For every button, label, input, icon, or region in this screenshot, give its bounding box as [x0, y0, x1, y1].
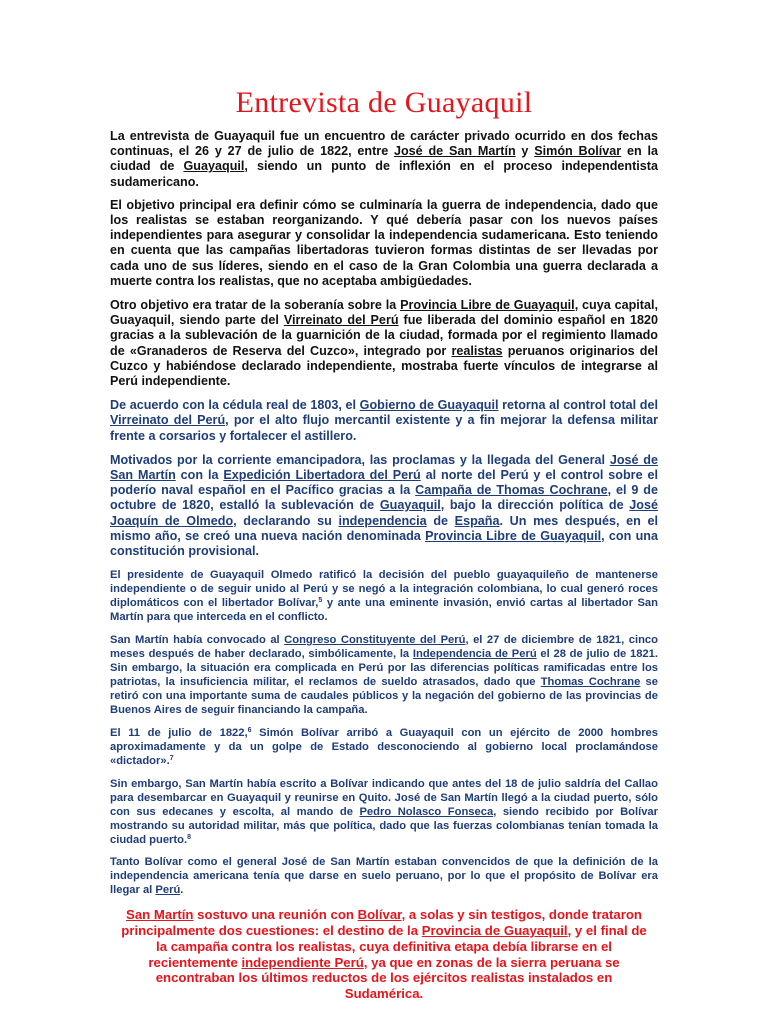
paragraph-text: , declarando su: [233, 513, 339, 528]
inline-link[interactable]: Thomas Cochrane: [540, 676, 641, 689]
paragraph-text: San Martín había convocado al: [110, 634, 285, 647]
footnote-ref[interactable]: 8: [187, 834, 191, 842]
inline-link[interactable]: Guayaquil: [379, 498, 441, 513]
inline-link[interactable]: Provincia de Guayaquil: [421, 923, 568, 939]
inline-link[interactable]: Campaña de Thomas Cochrane: [415, 483, 608, 498]
paragraph-text: , siendo recibido por Bolívar mostrando su autoridad militar, más que política, dado que las fuerzas colombianas tenían tomada la ciudad puerto.: [110, 806, 658, 847]
inline-link[interactable]: Expedición Libertadora del Perú: [223, 468, 421, 483]
paragraph-text: y ante una eminente invasión, envió cartas al libertador San Martín para que interceda en el conflicto.: [110, 597, 658, 624]
paragraph: [110, 726, 658, 768]
inline-link[interactable]: Gobierno de Guayaquil: [359, 398, 499, 413]
inline-link[interactable]: José Joaquín de Olmedo: [110, 498, 658, 528]
inline-link[interactable]: Provincia Libre de Guayaquil: [425, 528, 602, 543]
inline-link[interactable]: José de San Martín: [110, 452, 659, 483]
paragraph-text: .: [180, 884, 184, 897]
paragraph-text: peruanos originarios del Cuzco y habiéndose declarado independiente, mostraba fuerte vínculos de integrarse al Perú independiente.: [110, 343, 658, 389]
inline-link[interactable]: Simón Bolívar: [534, 144, 622, 159]
paragraph: [110, 398, 658, 444]
paragraph: [110, 568, 658, 624]
inline-link[interactable]: José de San Martín: [393, 144, 516, 159]
paragraph-text: , bajo la dirección política de: [440, 498, 630, 513]
paragraph: [110, 907, 658, 1002]
paragraph-text: de: [426, 513, 455, 528]
paragraph-text: fue liberada del dominio español en 1820 gracias a la sublevación de la guarnición de la ciudad, formada por el regimiento llamado de «Granaderos de Reserva del Cuzco», integrado por: [110, 313, 658, 358]
inline-link[interactable]: independencia: [338, 513, 427, 528]
paragraph-text: el 28 de julio de 1821. Sin embargo, la situación era complicada en Perú por las diferencias políticas ramificadas entre los patriotas, la insuficiencia militar, el reclamos de sueldo atrasados, dado que: [110, 648, 658, 689]
paragraph-text: , cuya capital, Guayaquil, siendo parte del: [110, 298, 658, 328]
inline-link[interactable]: San Martín: [126, 907, 194, 923]
paragraph: [110, 453, 658, 559]
paragraph-text: en la ciudad de: [110, 144, 658, 174]
paragraph-text: Sin embargo, San Martín había escrito a Bolívar indicando que antes del 18 de julio saldría del Callao para desembarcar en Guayaquil y reunirse en Quito. José de San Martín llegó a la ciudad puerto, sólo con sus edecanes y escolta, al mando de: [110, 778, 658, 819]
paragraph-text: con la: [175, 468, 224, 483]
footnote-ref[interactable]: 6: [247, 727, 252, 735]
paragraph-text: De acuerdo con la cédula real de 1803, el: [110, 398, 360, 413]
paragraph: [110, 855, 658, 897]
paragraph: [110, 777, 658, 847]
footnote-ref[interactable]: 5: [318, 597, 323, 605]
footnote-ref[interactable]: 7: [169, 755, 174, 763]
inline-link[interactable]: Perú: [155, 884, 181, 897]
paragraph-text: La entrevista de Guayaquil fue un encuentro de carácter privado ocurrido en dos fechas continuas, el 26 y 27 de julio de 1822, entre: [110, 129, 658, 159]
paragraph: [110, 633, 658, 717]
inline-link[interactable]: Congreso Constituyente del Perú: [284, 634, 466, 647]
paragraph-text: , siendo un punto de inflexión en el proceso independentista sudamericano.: [110, 159, 659, 189]
inline-link[interactable]: España: [454, 513, 500, 528]
paragraph-text: , con una constitución provisional.: [110, 528, 658, 559]
paragraph-text: y: [515, 144, 535, 159]
page-title: Entrevista de Guayaquil: [235, 86, 533, 119]
paragraph-text: Motivados por la corriente emancipadora, las proclamas y la llegada del General: [110, 452, 610, 467]
paragraph-text: El 11 de julio de 1822,: [110, 727, 248, 740]
paragraph-text: sostuvo una reunión con: [193, 907, 358, 923]
inline-link[interactable]: Pedro Nolasco Fonseca: [359, 806, 494, 819]
paragraph-text: , por el alto flujo mercantil existente y a fin mejorar la defensa militar frente a corsarios y fortalecer el astillero.: [110, 413, 658, 443]
paragraph-text: al norte del Perú y el control sobre el poderío naval español en el Pacífico gracias a la: [110, 468, 658, 498]
paragraph-text: retorna al control total del: [498, 398, 658, 413]
paragraph-text: , el 27 de diciembre de 1821, cinco meses después de haber declarado, simbólicamente, la: [110, 634, 658, 661]
inline-link[interactable]: Guayaquil: [183, 159, 245, 174]
paragraph-text: Otro objetivo era tratar de la soberanía sobre la: [110, 298, 401, 313]
paragraph-text: Tanto Bolívar como el general José de San Martín estaban convencidos de que la definición de la independencia americana tenía que darse en suelo peruano, por lo que el propósito de Bolívar era llegar al: [110, 856, 658, 897]
inline-link[interactable]: Virreinato del Perú: [283, 313, 399, 328]
document-body: [110, 129, 658, 1002]
inline-link[interactable]: Independencia de Perú: [412, 648, 537, 661]
paragraph-text: El presidente de Guayaquil Olmedo ratificó la decisión del pueblo guayaquileño de mantenerse independiente o de seguir unido al Perú y se negó a la integración colombiana, lo cual generó roces diplomáticos con el libertador Bolívar,: [110, 569, 658, 610]
paragraph-text: , el 9 de octubre de 1820, estalló la sublevación de: [110, 483, 658, 513]
paragraph-text: , y el final de la campaña contra los realistas, cuya definitiva etapa debía librarse en el recientemente: [148, 923, 647, 970]
paragraph-text: El objetivo principal era definir cómo se culminaría la guerra de independencia, dado que los realistas se estaban reorganizando. Y qué debería pasar con los nuevos países independientes para asegurar y consolidar la independencia sudamericana. Esto teniendo en cuenta que las campañas libertadoras tuvieron formas distintas de ser llevadas por cada uno de sus líderes, siendo en el caso de la Gran Colombia una guerra declarada a muerte contra los realistas, que no aceptaba ambigüedades.: [110, 197, 658, 288]
inline-link[interactable]: Provincia Libre de Guayaquil: [400, 298, 575, 313]
paragraph-text: se retiró con una importante suma de caudales públicos y la negación del gobierno de las provincias de Buenos Aires de seguir financiando la campaña.: [110, 676, 659, 717]
paragraph-text: Simón Bolívar arribó a Guayaquil con un ejército de 2000 hombres aproximadamente y da un golpe de Estado desconociendo al gobierno local proclamándose «dictador».: [110, 727, 659, 768]
inline-link[interactable]: independiente Perú: [241, 954, 364, 970]
paragraph: [110, 298, 658, 389]
paragraph: [110, 129, 658, 190]
paragraph-text: , ya que en zonas de la sierra peruana se encontraban los últimos reductos de los ejércitos realistas instalados en Sudamérica.: [155, 954, 620, 1002]
inline-link[interactable]: realistas: [451, 343, 503, 358]
paragraph-text: , a solas y sin testigos, donde trataron principalmente dos cuestiones: el destino de la: [121, 907, 642, 939]
inline-link[interactable]: Bolívar: [357, 907, 402, 923]
paragraph-text: . Un mes después, en el mismo año, se creó una nueva nación denominada: [110, 513, 659, 543]
inline-link[interactable]: Virreinato del Perú: [110, 413, 226, 428]
paragraph: [110, 198, 658, 289]
